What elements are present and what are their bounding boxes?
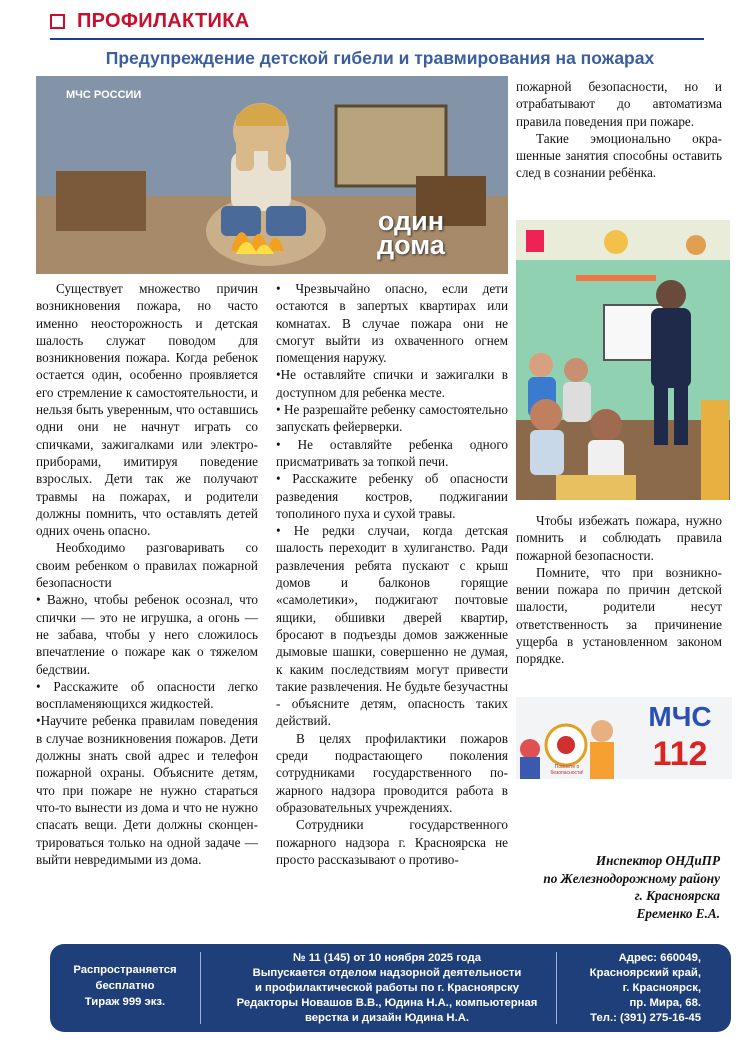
footer-divider [200, 952, 201, 1024]
checkbox-square-icon [50, 14, 65, 29]
mchs-112-banner [516, 697, 732, 779]
paragraph: пожарной безопасности, но и отрабатывают до автоматизма правила поведения при пожаре. [516, 79, 722, 129]
paragraph: Такие эмоционально окрашенные занятия способны оставить след в сознании ребёнка. [516, 130, 722, 181]
footer-text: Тел.: (391) 275-16-45 [590, 1012, 701, 1024]
badge-text [550, 764, 584, 776]
footer-text: Адрес: 660049, [618, 952, 701, 964]
footer-text: Выпускается отделом надзорной деятельности [252, 967, 522, 979]
poster-caption-line2: дома [377, 230, 445, 260]
paragraph: Необходимо разговаривать со своим ребенком о правилах пожарной безопасности [36, 540, 258, 591]
footer-publication-info [202, 951, 572, 1026]
paragraph: •Не оставляйте спички и зажигалки в доступном для ребенка месте. [276, 367, 508, 400]
badge-line1: Помните о [554, 764, 580, 770]
paragraph: • Расскажите ребенку об опасности разведения костров, поджигании тополиного пуха и сухой травы. [276, 471, 508, 521]
paragraph: • Не оставляйте ребенка одного присматривать за топкой печи. [276, 436, 508, 469]
header-divider [50, 38, 704, 40]
column-3-bottom [516, 512, 722, 668]
footer-text: Тираж 999 экз. [84, 996, 166, 1008]
poster-caption-line1: один [377, 206, 445, 236]
badge-line2: безопасности! [550, 770, 584, 776]
paragraph: В целях профилактики пожаров среди подрастающего поколения сотрудниками государственного пожарного надзора проводится работа в образовательных учреждениях. [276, 730, 508, 815]
footer-text: пр. Мира, 68. [629, 997, 701, 1009]
footer-text: Красноярский край, [589, 967, 701, 979]
paragraph: • Не разрешайте ребенку самостоятельно запускать фейерверки. [276, 402, 508, 435]
paragraph: Сотрудники государственного пожарного надзора г. Красноярска не просто рассказывают о противо- [276, 817, 508, 867]
footer-bar [50, 944, 731, 1032]
mcs-label: МЧС [648, 701, 712, 732]
section-header [50, 10, 249, 33]
paragraph: • Чрезвычайно опасно, если дети остаются в запертых квартирах или комнатах. В случае пожара они не смогут выйти из охваченного огнем помещения наружу. [276, 281, 508, 366]
footer-text: Распространяется [73, 964, 177, 976]
column-3-top [516, 78, 722, 182]
footer-text: Редакторы Новашов В.В., Юдина Н.А., компьютерная [236, 997, 538, 1009]
footer-address [555, 951, 731, 1026]
classroom-photo [516, 220, 730, 500]
mchs-logo-text: МЧС РОССИИ [66, 89, 142, 101]
signature-line: Инспектор ОНДиПР [595, 853, 720, 868]
footer-text: и профилактической работы по г. Красноярску [254, 982, 520, 994]
paragraph: Чтобы избежать пожара, нужно помнить и соблюдать правила пожарной безопасности. [516, 513, 722, 563]
column-1 [36, 280, 258, 868]
footer-text: верстка и дизайн Юдина Н.А. [304, 1012, 470, 1024]
footer-text: бесплатно [95, 980, 155, 992]
paragraph: Существует множество причин возникновения пожара, но часто именно неосторожность и детская шалость служат поводом для возникновения пожара. Когда ребенок остается один, особенно проявляется его стремление к самостоятельности, и нельзя быть уверенным, что оставшись одни они не начнут играть со спичками, зажигалками или электроприборами, имитируя поведение взрослых. Дети так же получают травмы на пожарах, и родители должны помнить, что оставлять детей одних очень опасно. [36, 281, 258, 539]
poster-image [36, 76, 508, 274]
footer-text: № 11 (145) от 10 ноября 2025 года [293, 952, 481, 964]
column-2 [276, 280, 508, 868]
poster-caption [346, 206, 476, 260]
signature-line: г. Красноярска [634, 888, 720, 903]
paragraph: • Не редки случаи, когда детская шалость переходит в хулиганство. Ради развлечения ребята пускают с крыш домов и балконов горящие «самолетики», поджигают почтовые ящики, обшивки дверей квартир, бросают в подъезды домов зажженные дымовые шашки, совершенно не думая, к каким последствиям могут привести такие развлечения. Не будьте безучастны - объясните детям, опасность таких действий. [276, 523, 508, 729]
emergency-number: 112 [652, 735, 708, 773]
paragraph: Помните, что при возникновении пожара по причин детской шалости, родители несут ответственность за причинение ущерба в установленном законом порядке. [516, 564, 722, 667]
footer-distribution [50, 962, 200, 1010]
section-title: ПРОФИЛАКТИКА [77, 10, 250, 32]
paragraph: • Расскажите об опасности легко воспламеняющихся жидкостей. [36, 678, 258, 712]
signature-line: по Железнодорожному району [543, 870, 720, 886]
author-signature [500, 852, 720, 922]
article-title: Предупреждение детской гибели и травмирования на пожарах [105, 48, 655, 68]
footer-text: г. Красноярск, [622, 982, 701, 994]
paragraph: •Научите ребенка правилам поведения в случае возникновения пожаров. Дети должны знать свой адрес и телефон пожарной охраны. Объясните детям, что при пожаре не нужно стараться что-то вынести из дома и что не нужно спасать вещи. Дети должны сконцентрироваться только на одной задаче — выйти невредимыми из дома. [36, 713, 258, 867]
signature-line: Еременко Е.А. [636, 905, 720, 921]
paragraph: • Важно, чтобы ребенок осознал, что спички — это не игрушка, а огонь — не забава, чтобы у него сложилось впечатление о пожаре как о тяжелом бедствии. [36, 592, 258, 677]
